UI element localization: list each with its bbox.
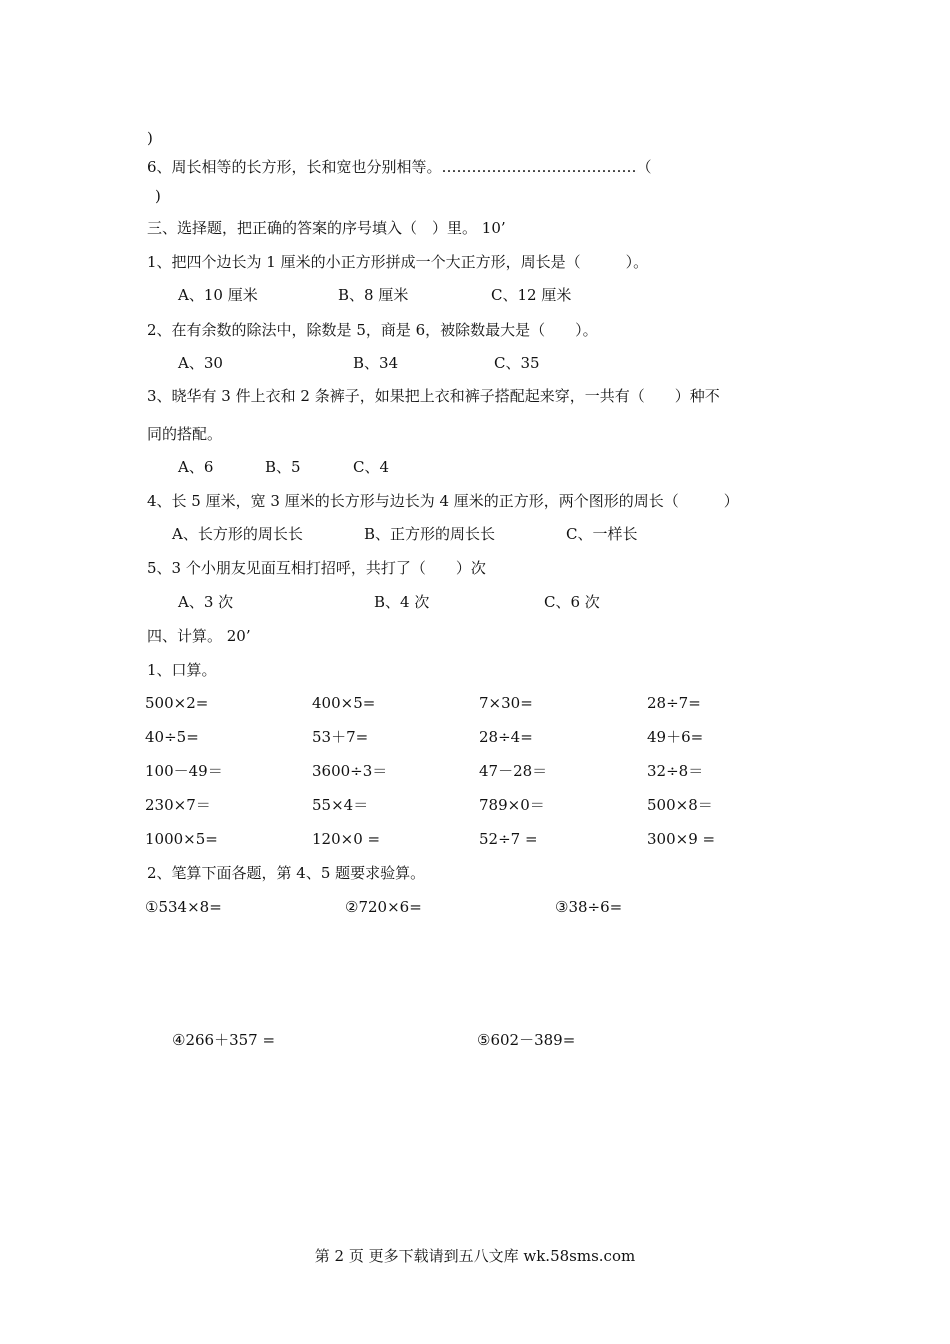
mental-problem: 3600÷3＝ bbox=[312, 762, 388, 780]
option-a: A、长方形的周长长 bbox=[172, 525, 303, 543]
text-line: ) bbox=[147, 129, 153, 147]
mental-problem: 47－28＝ bbox=[479, 762, 548, 780]
choice-question-3: 3、晓华有 3 件上衣和 2 条裤子，如果把上衣和裤子搭配起来穿，一共有（ ）种不 bbox=[147, 387, 720, 405]
mental-problem: 400×5= bbox=[312, 694, 376, 712]
option-b: B、8 厘米 bbox=[338, 286, 409, 304]
option-c: C、35 bbox=[494, 354, 540, 372]
choice-question-2: 2、在有余数的除法中，除数是 5，商是 6，被除数最大是（ ）。 bbox=[147, 321, 598, 339]
written-problem: ①534×8= bbox=[145, 898, 222, 916]
option-c: C、12 厘米 bbox=[491, 286, 572, 304]
written-problem: ②720×6= bbox=[345, 898, 422, 916]
text-line: ) bbox=[155, 187, 161, 205]
option-b: B、4 次 bbox=[374, 593, 430, 611]
mental-problem: 32÷8＝ bbox=[647, 762, 704, 780]
mental-problem: 230×7＝ bbox=[145, 796, 211, 814]
mental-problem: 500×2= bbox=[145, 694, 209, 712]
option-a: A、10 厘米 bbox=[178, 286, 258, 304]
choice-question-4: 4、长 5 厘米，宽 3 厘米的长方形与边长为 4 厘米的正方形，两个图形的周长（ ） bbox=[147, 492, 739, 510]
mental-problem: 100－49＝ bbox=[145, 762, 223, 780]
option-b: B、5 bbox=[265, 458, 301, 476]
mental-problem: 28÷7= bbox=[647, 694, 701, 712]
written-problem: ⑤602－389= bbox=[477, 1031, 576, 1049]
written-problem: ④266＋357 = bbox=[172, 1031, 276, 1049]
mental-problem: 120×0 = bbox=[312, 830, 381, 848]
section-3-heading: 三、选择题，把正确的答案的序号填入（ ）里。 10’ bbox=[147, 219, 506, 237]
option-c: C、6 次 bbox=[544, 593, 600, 611]
choice-question-3-cont: 同的搭配。 bbox=[147, 425, 223, 443]
mental-problem: 1000×5= bbox=[145, 830, 218, 848]
mental-problem: 49＋6= bbox=[647, 728, 704, 746]
choice-question-5: 5、3 个小朋友见面互相打招呼，共打了（ ）次 bbox=[147, 559, 486, 577]
mental-problem: 789×0＝ bbox=[479, 796, 545, 814]
written-calc-heading: 2、笔算下面各题，第 4、5 题要求验算。 bbox=[147, 864, 426, 882]
mental-problem: 300×9 = bbox=[647, 830, 716, 848]
mental-problem: 28÷4= bbox=[479, 728, 533, 746]
written-problem: ③38÷6= bbox=[555, 898, 623, 916]
option-c: C、一样长 bbox=[566, 525, 638, 543]
question-6: 6、周长相等的长方形，长和宽也分别相等。…………………………………（ bbox=[147, 158, 652, 176]
option-a: A、6 bbox=[178, 458, 214, 476]
mental-math-heading: 1、口算。 bbox=[147, 661, 217, 679]
option-a: A、30 bbox=[178, 354, 223, 372]
mental-problem: 40÷5= bbox=[145, 728, 199, 746]
page-footer: 第 2 页 更多下载请到五八文库 wk.58sms.com bbox=[314, 1247, 636, 1265]
mental-problem: 7×30= bbox=[479, 694, 533, 712]
mental-problem: 500×8＝ bbox=[647, 796, 713, 814]
mental-problem: 53＋7= bbox=[312, 728, 369, 746]
option-a: A、3 次 bbox=[178, 593, 234, 611]
section-4-heading: 四、计算。 20’ bbox=[147, 627, 251, 645]
choice-question-1: 1、把四个边长为 1 厘米的小正方形拼成一个大正方形，周长是（ ）。 bbox=[147, 253, 649, 271]
mental-problem: 55×4＝ bbox=[312, 796, 369, 814]
mental-problem: 52÷7 = bbox=[479, 830, 538, 848]
option-c: C、4 bbox=[353, 458, 390, 476]
option-b: B、正方形的周长长 bbox=[364, 525, 496, 543]
option-b: B、34 bbox=[353, 354, 399, 372]
